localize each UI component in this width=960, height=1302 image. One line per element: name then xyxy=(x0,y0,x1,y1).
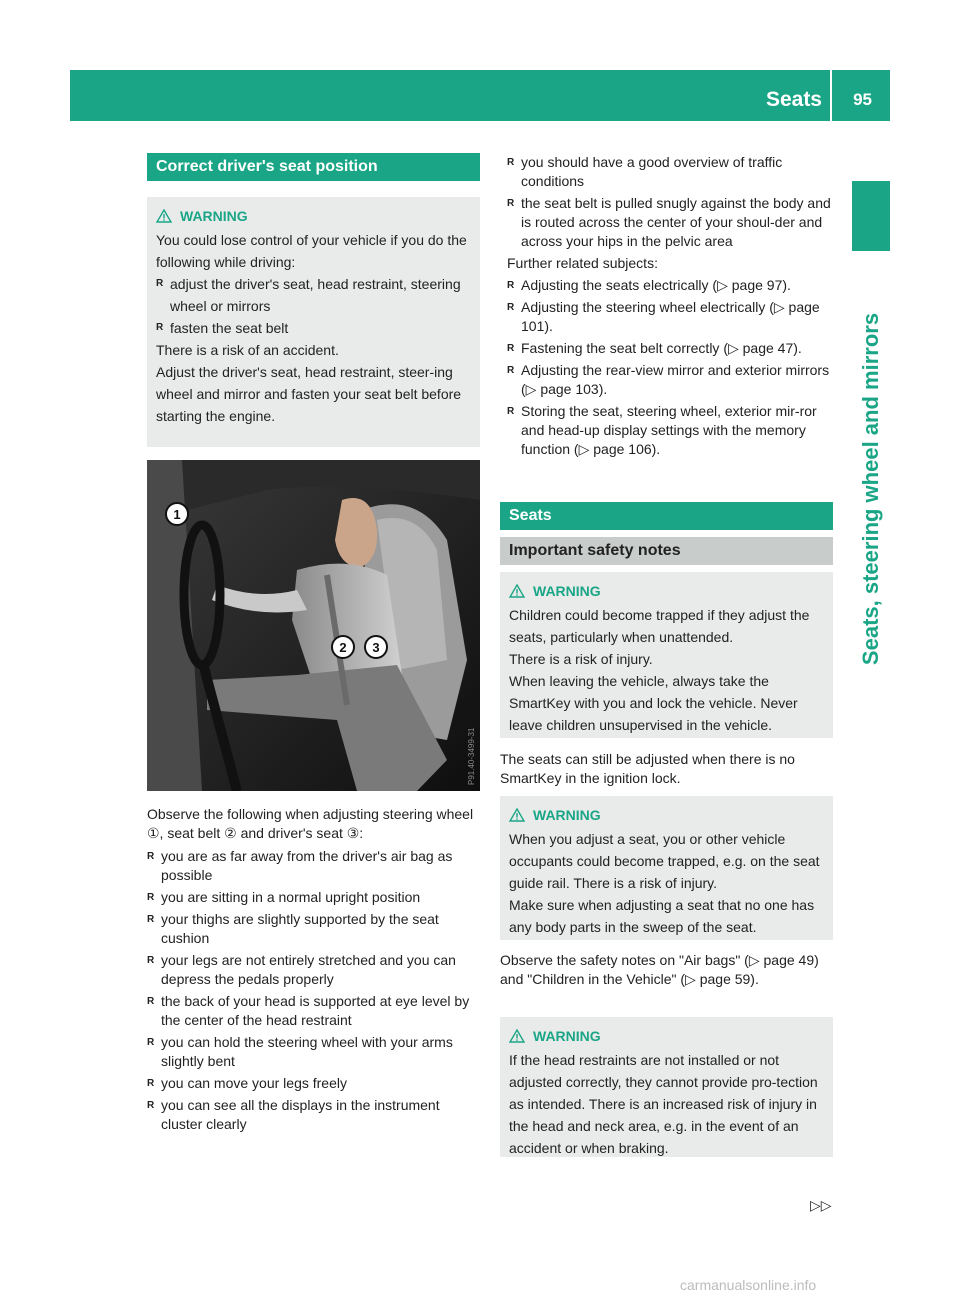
warning-heading xyxy=(509,804,825,826)
warning-text: Make sure when adjusting a seat that no one has any body parts in the sweep of the seat. xyxy=(509,897,815,935)
callout-label-1: 1 xyxy=(173,507,181,522)
warning-text: You could lose control of your vehicle if you do the following while driving: xyxy=(156,232,467,270)
side-tab xyxy=(852,264,890,714)
side-tab-label: Seats, steering wheel and mirrors xyxy=(858,312,883,666)
continue-arrow-icon: ▷▷ xyxy=(810,1197,832,1213)
warning-text: Children could become trapped if they adjust the seats, particularly when unattended. xyxy=(509,607,810,645)
subsection-title: Important safety notes xyxy=(509,542,681,559)
warning-icon xyxy=(509,584,525,598)
warning-text: When you adjust a seat, you or other vehicle occupants could become trapped, e.g. on the seat guide rail. There is a risk of injury. xyxy=(509,831,820,891)
warning-heading xyxy=(156,205,472,227)
note-text: Observe the safety notes on "Air bags" (▷ page 49) and "Children in the Vehicle" (▷ page 59). xyxy=(500,952,819,987)
warning-box xyxy=(500,572,833,738)
warning-box xyxy=(147,197,480,447)
warning-label: WARNING xyxy=(180,208,248,224)
cross-reference-link[interactable]: R Adjusting the steering wheel electrically (▷ page 101). xyxy=(507,298,835,336)
list-item: R you are as far away from the driver's air bag as possible xyxy=(147,847,480,885)
callout-label-2: 2 xyxy=(339,640,347,655)
list-item: R your thighs are slightly supported by the seat cushion xyxy=(147,910,480,948)
warning-label: WARNING xyxy=(533,1028,601,1044)
section-title: Seats xyxy=(509,507,552,524)
warning-label: WARNING xyxy=(533,807,601,823)
further-label: Further related subjects: xyxy=(507,255,658,271)
page-header xyxy=(70,70,890,121)
callout-label-3: 3 xyxy=(372,640,380,655)
right-top-block xyxy=(507,153,835,462)
warning-heading xyxy=(509,1025,825,1047)
driver-seat-illustration xyxy=(147,460,480,791)
warning-icon xyxy=(509,1029,525,1043)
cross-reference-link[interactable]: R Adjusting the rear-view mirror and exterior mirrors (▷ page 103). xyxy=(507,361,835,399)
list-item: R you can move your legs freely xyxy=(147,1074,480,1093)
list-item: R fasten the seat belt xyxy=(156,317,472,339)
warning-text: If the head restraints are not installed or not adjusted correctly, they cannot provide pro-tection as intended. There is an increased risk of injury in the head and neck area, e.g. in the event of an accident or when braking. xyxy=(509,1052,818,1156)
figure-code: P91.40-3499-31 xyxy=(467,727,476,785)
warning-heading xyxy=(509,580,825,602)
subsection-heading xyxy=(500,537,833,565)
warning-text: When leaving the vehicle, always take the SmartKey with you and lock the vehicle. Never leave children unsupervised in the vehicle. xyxy=(509,673,798,733)
list-item: R the seat belt is pulled snugly against the body and is routed across the center of your shoul-der and across your hips in the pelvic area xyxy=(507,194,835,251)
observe-intro: Observe the following when adjusting steering wheel ①, seat belt ② and driver's seat ③: xyxy=(147,806,474,841)
note-text: The seats can still be adjusted when there is no SmartKey in the ignition lock. xyxy=(500,751,795,786)
watermark: carmanualsonline.info xyxy=(680,1277,817,1293)
right-top-list xyxy=(507,153,835,251)
warning-text: Adjust the driver's seat, head restraint, steer-ing wheel and mirror and fasten your seat belt before starting the engine. xyxy=(156,364,462,424)
warning-label: WARNING xyxy=(533,583,601,599)
section-title: Correct driver's seat position xyxy=(156,158,378,175)
list-item: R adjust the driver's seat, head restraint, steering wheel or mirrors xyxy=(156,273,472,317)
cross-reference-link[interactable]: R Storing the seat, steering wheel, exterior mir-ror and head-up display settings with the memory function (▷ page 106). xyxy=(507,402,835,459)
warning-text: There is a risk of an accident. xyxy=(156,342,339,358)
warning-box xyxy=(500,796,833,940)
observe-list xyxy=(147,847,480,1134)
page-number: 95 xyxy=(853,90,872,109)
cross-reference-link[interactable]: R Adjusting the seats electrically (▷ page 97). xyxy=(507,276,835,295)
cross-reference-link[interactable]: R Fastening the seat belt correctly (▷ page 47). xyxy=(507,339,835,358)
section-heading-seat-position xyxy=(147,153,480,181)
list-item: R you should have a good overview of traffic conditions xyxy=(507,153,835,191)
list-item: R your legs are not entirely stretched and you can depress the pedals properly xyxy=(147,951,480,989)
list-item: R you can see all the displays in the instrument cluster clearly xyxy=(147,1096,480,1134)
section-heading-seats xyxy=(500,502,833,530)
warning-box xyxy=(500,1017,833,1157)
further-list xyxy=(507,276,835,459)
list-item: R you can hold the steering wheel with your arms slightly bent xyxy=(147,1033,480,1071)
warning-icon xyxy=(509,808,525,822)
observe-block xyxy=(147,805,480,1137)
list-item: R the back of your head is supported at eye level by the center of the head restraint xyxy=(147,992,480,1030)
list-item: R you are sitting in a normal upright position xyxy=(147,888,480,907)
warning-text: There is a risk of injury. xyxy=(509,651,653,667)
side-tab-marker xyxy=(852,181,890,251)
header-divider xyxy=(830,70,832,121)
header-title: Seats xyxy=(765,88,822,111)
warning-icon xyxy=(156,209,172,223)
seat-position-figure xyxy=(147,460,480,791)
